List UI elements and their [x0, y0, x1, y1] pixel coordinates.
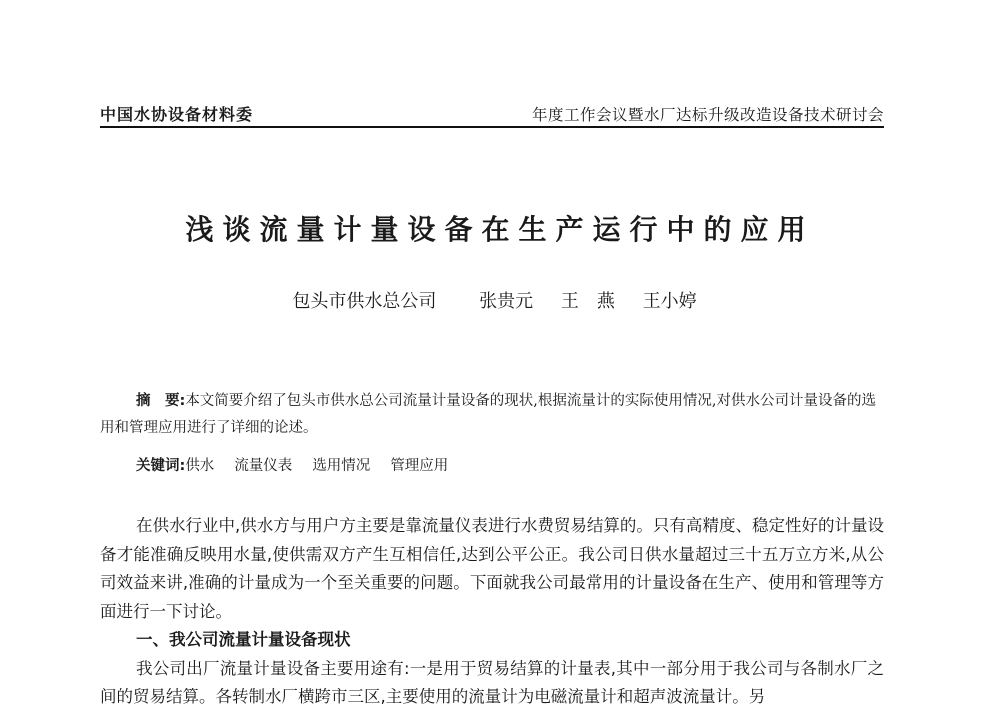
section-heading: 一、我公司流量计量设备现状 [136, 630, 351, 649]
author-name: 王小婷 [642, 291, 697, 312]
keyword: 供水 [185, 458, 215, 474]
author-name: 张贵元 [479, 291, 534, 312]
byline [0, 287, 1000, 313]
running-header [100, 102, 884, 128]
keyword: 流量仪表 [234, 458, 293, 474]
abstract [100, 388, 884, 442]
author-organization: 包头市供水总公司 [292, 291, 437, 312]
body-text [100, 512, 884, 712]
section-paragraph: 我公司出厂流量计量设备主要用途有:一是用于贸易结算的计量表,其中一部分用于我公司与各制水厂之间的贸易结算。各转制水厂横跨市三区,主要使用的流量计为电磁流量计和超声波流量计。另 [100, 658, 884, 706]
abstract-label: 摘 要: [136, 393, 186, 409]
keywords-label: 关键词: [136, 458, 186, 474]
intro-paragraph: 在供水行业中,供水方与用户方主要是靠流量仪表进行水费贸易结算的。只有高精度、稳定性好的计量设备才能准确反映用水量,使供需双方产生互相信任,达到公平公正。我公司日供水量超过三十五万立方米,从公司效益来讲,准确的计量成为一个至关重要的问题。下面就我公司最常用的计量设备在生产、使用和管理等方面进行一下讨论。 [100, 516, 884, 621]
keyword: 管理应用 [390, 458, 449, 474]
keywords [136, 454, 468, 475]
keyword: 选用情况 [312, 458, 371, 474]
header-conference: 年度工作会议暨水厂达标升级改造设备技术研讨会 [531, 106, 884, 124]
header-organization: 中国水协设备材料委 [100, 105, 254, 124]
author-name: 王 燕 [560, 291, 615, 312]
abstract-text: 本文简要介绍了包头市供水总公司流量计量设备的现状,根据流量计的实际使用情况,对供水公司计量设备的选用和管理应用进行了详细的论述。 [100, 393, 877, 436]
paper-title: 浅谈流量计量设备在生产运行中的应用 [185, 213, 815, 246]
